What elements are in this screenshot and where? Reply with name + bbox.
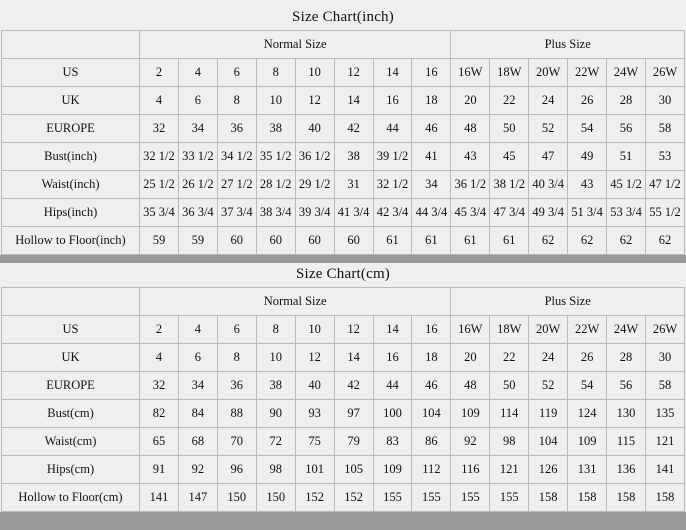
table-cell: 16 [412,59,451,87]
group-header-row [2,288,685,316]
table-cell: 131 [568,456,607,484]
table-cell: 28 1/2 [256,171,295,199]
table-cell: 38 [256,115,295,143]
row-label: UK [2,87,140,115]
table-cell: 2 [140,316,179,344]
table-cell: 98 [256,456,295,484]
corner-cell [2,288,140,316]
table-cell: 62 [568,227,607,255]
table-cell: 45 1/2 [607,171,646,199]
table-cell: 101 [295,456,334,484]
table-cell: 135 [645,400,684,428]
table-cell: 20W [529,59,568,87]
table-cell: 8 [256,316,295,344]
table-cell: 24W [607,316,646,344]
row-label: Hollow to Floor(cm) [2,484,140,512]
table-cell: 58 [645,115,684,143]
table-cell: 40 3/4 [529,171,568,199]
table-cell: 10 [256,87,295,115]
table-cell: 90 [256,400,295,428]
table-cell: 14 [373,59,412,87]
table-cell: 62 [529,227,568,255]
table-cell: 61 [451,227,490,255]
table-cell: 6 [217,59,256,87]
table-cell: 47 1/2 [645,171,684,199]
table-cell: 105 [334,456,373,484]
table-cell: 52 [529,115,568,143]
table-cell: 51 3/4 [568,199,607,227]
table-cell: 52 [529,372,568,400]
table-cell: 6 [217,316,256,344]
table-cell: 44 [373,115,412,143]
table-cell: 96 [217,456,256,484]
table-cell: 72 [256,428,295,456]
row-label: EUROPE [2,372,140,400]
row-label: Waist(cm) [2,428,140,456]
row-label: Waist(inch) [2,171,140,199]
table-cell: 61 [373,227,412,255]
table-cell: 98 [490,428,529,456]
table-cell: 24 [529,87,568,115]
table-cell: 34 1/2 [217,143,256,171]
table-cell: 2 [140,59,179,87]
table-cell: 46 [412,115,451,143]
table-cell: 155 [373,484,412,512]
table-cell: 60 [256,227,295,255]
table-cell: 18W [490,316,529,344]
table-cell: 48 [451,115,490,143]
table-cell: 10 [295,316,334,344]
table-cell: 56 [607,372,646,400]
table-cell: 62 [607,227,646,255]
table-cell: 30 [645,344,684,372]
table-cell: 59 [178,227,217,255]
table-cell: 79 [334,428,373,456]
table-cell: 26W [645,316,684,344]
table-cell: 12 [334,316,373,344]
table-cell: 56 [607,115,646,143]
table-cell: 4 [178,59,217,87]
table-cell: 16 [373,87,412,115]
table-cell: 16 [373,344,412,372]
table-cell: 109 [373,456,412,484]
table-cell: 42 3/4 [373,199,412,227]
table-cell: 14 [373,316,412,344]
table-cell: 35 3/4 [140,199,179,227]
row-label: Bust(cm) [2,400,140,428]
table-cell: 141 [140,484,179,512]
table-cell: 28 [607,344,646,372]
table-cell: 8 [217,87,256,115]
table-cell: 104 [529,428,568,456]
table-row [2,199,685,227]
table-cell: 32 1/2 [373,171,412,199]
table-cell: 20 [451,344,490,372]
table-cell: 12 [295,344,334,372]
table-row [2,456,685,484]
table-cell: 109 [451,400,490,428]
table-cell: 43 [568,171,607,199]
table-cell: 68 [178,428,217,456]
table-cell: 10 [295,59,334,87]
table-cell: 10 [256,344,295,372]
table-cell: 14 [334,87,373,115]
table-cell: 75 [295,428,334,456]
corner-cell [2,31,140,59]
table-cell: 6 [178,344,217,372]
table-cell: 51 [607,143,646,171]
row-label: US [2,316,140,344]
table-cell: 124 [568,400,607,428]
group-header-plus: Plus Size [451,31,685,59]
table-cell: 18 [412,87,451,115]
table-cell: 29 1/2 [295,171,334,199]
table-cell: 35 1/2 [256,143,295,171]
table-cell: 136 [607,456,646,484]
table-cell: 14 [334,344,373,372]
table-cell: 86 [412,428,451,456]
table-cell: 155 [451,484,490,512]
group-header-normal: Normal Size [140,31,451,59]
table-cell: 41 3/4 [334,199,373,227]
table-cell: 42 [334,372,373,400]
table-row [2,400,685,428]
table-cell: 112 [412,456,451,484]
table-cell: 4 [140,344,179,372]
table-cell: 6 [178,87,217,115]
table-cell: 48 [451,372,490,400]
table-cell: 115 [607,428,646,456]
table-cell: 34 [178,115,217,143]
table-cell: 88 [217,400,256,428]
table-cell: 37 3/4 [217,199,256,227]
table-cell: 62 [645,227,684,255]
table-cell: 141 [645,456,684,484]
table-cell: 155 [412,484,451,512]
table-row [2,59,685,87]
table-cell: 38 1/2 [490,171,529,199]
table-cell: 41 [412,143,451,171]
table-cell: 121 [490,456,529,484]
group-header-normal: Normal Size [140,288,451,316]
row-label: Bust(inch) [2,143,140,171]
table-cell: 50 [490,115,529,143]
row-label: Hollow to Floor(inch) [2,227,140,255]
row-label: EUROPE [2,115,140,143]
table-cell: 59 [140,227,179,255]
table-cell: 26 [568,344,607,372]
table-cell: 53 [645,143,684,171]
row-label: US [2,59,140,87]
table-row [2,344,685,372]
table-cell: 147 [178,484,217,512]
table-cell: 100 [373,400,412,428]
table-cell: 93 [295,400,334,428]
table-cell: 33 1/2 [178,143,217,171]
row-label: Hips(cm) [2,456,140,484]
table-row [2,316,685,344]
row-label: Hips(inch) [2,199,140,227]
table-cell: 44 [373,372,412,400]
table-cell: 121 [645,428,684,456]
table-cell: 4 [178,316,217,344]
table-cell: 47 3/4 [490,199,529,227]
table-cell: 158 [529,484,568,512]
table-row [2,372,685,400]
table-cell: 60 [334,227,373,255]
table-cell: 152 [295,484,334,512]
table-cell: 36 [217,115,256,143]
table-cell: 24W [607,59,646,87]
table-cell: 28 [607,87,646,115]
table-cell: 39 1/2 [373,143,412,171]
table-cell: 83 [373,428,412,456]
table-cell: 47 [529,143,568,171]
table-cell: 38 [334,143,373,171]
table-cell: 91 [140,456,179,484]
table-cell: 44 3/4 [412,199,451,227]
table-cell: 53 3/4 [607,199,646,227]
table-cell: 26 1/2 [178,171,217,199]
table-cell: 58 [645,372,684,400]
table-cell: 45 3/4 [451,199,490,227]
size-chart-block [0,0,686,255]
table-cell: 22 [490,87,529,115]
table-cell: 50 [490,372,529,400]
table-cell: 104 [412,400,451,428]
table-cell: 34 [412,171,451,199]
table-cell: 150 [217,484,256,512]
table-cell: 116 [451,456,490,484]
table-row [2,143,685,171]
table-row [2,227,685,255]
table-cell: 155 [490,484,529,512]
table-cell: 22 [490,344,529,372]
row-label: UK [2,344,140,372]
table-cell: 82 [140,400,179,428]
table-row [2,115,685,143]
table-cell: 84 [178,400,217,428]
table-cell: 30 [645,87,684,115]
table-cell: 36 3/4 [178,199,217,227]
table-cell: 49 3/4 [529,199,568,227]
table-cell: 8 [217,344,256,372]
group-header-plus: Plus Size [451,288,685,316]
table-row [2,484,685,512]
table-cell: 26W [645,59,684,87]
table-cell: 92 [178,456,217,484]
table-cell: 109 [568,428,607,456]
table-cell: 38 [256,372,295,400]
table-cell: 18W [490,59,529,87]
table-row [2,171,685,199]
table-row [2,428,685,456]
group-header-row [2,31,685,59]
table-cell: 126 [529,456,568,484]
table-cell: 130 [607,400,646,428]
table-cell: 32 [140,115,179,143]
table-cell: 54 [568,115,607,143]
table-cell: 22W [568,316,607,344]
table-cell: 26 [568,87,607,115]
table-cell: 32 [140,372,179,400]
table-cell: 46 [412,372,451,400]
table-cell: 38 3/4 [256,199,295,227]
table-cell: 119 [529,400,568,428]
table-cell: 25 1/2 [140,171,179,199]
table-cell: 40 [295,372,334,400]
table-cell: 34 [178,372,217,400]
table-cell: 36 [217,372,256,400]
table-cell: 60 [295,227,334,255]
table-cell: 12 [334,59,373,87]
table-cell: 16 [412,316,451,344]
size-table [1,30,685,255]
table-cell: 12 [295,87,334,115]
table-cell: 114 [490,400,529,428]
table-cell: 60 [217,227,256,255]
table-cell: 27 1/2 [217,171,256,199]
table-cell: 31 [334,171,373,199]
table-cell: 8 [256,59,295,87]
table-cell: 18 [412,344,451,372]
size-table [1,287,685,512]
table-cell: 55 1/2 [645,199,684,227]
chart-title: Size Chart(inch) [0,6,686,30]
table-cell: 54 [568,372,607,400]
table-cell: 152 [334,484,373,512]
table-cell: 158 [645,484,684,512]
table-cell: 45 [490,143,529,171]
size-chart-block [0,263,686,512]
table-row [2,87,685,115]
table-cell: 40 [295,115,334,143]
table-cell: 61 [412,227,451,255]
table-cell: 24 [529,344,568,372]
table-cell: 49 [568,143,607,171]
table-cell: 4 [140,87,179,115]
table-cell: 36 1/2 [451,171,490,199]
table-cell: 158 [568,484,607,512]
table-cell: 32 1/2 [140,143,179,171]
chart-divider [0,255,686,263]
table-cell: 150 [256,484,295,512]
table-cell: 97 [334,400,373,428]
table-cell: 61 [490,227,529,255]
table-cell: 158 [607,484,646,512]
table-cell: 36 1/2 [295,143,334,171]
table-cell: 16W [451,316,490,344]
chart-title: Size Chart(cm) [0,263,686,287]
table-cell: 92 [451,428,490,456]
table-cell: 43 [451,143,490,171]
table-cell: 16W [451,59,490,87]
table-cell: 20 [451,87,490,115]
table-cell: 65 [140,428,179,456]
table-cell: 20W [529,316,568,344]
table-cell: 42 [334,115,373,143]
table-cell: 70 [217,428,256,456]
table-cell: 39 3/4 [295,199,334,227]
table-cell: 22W [568,59,607,87]
